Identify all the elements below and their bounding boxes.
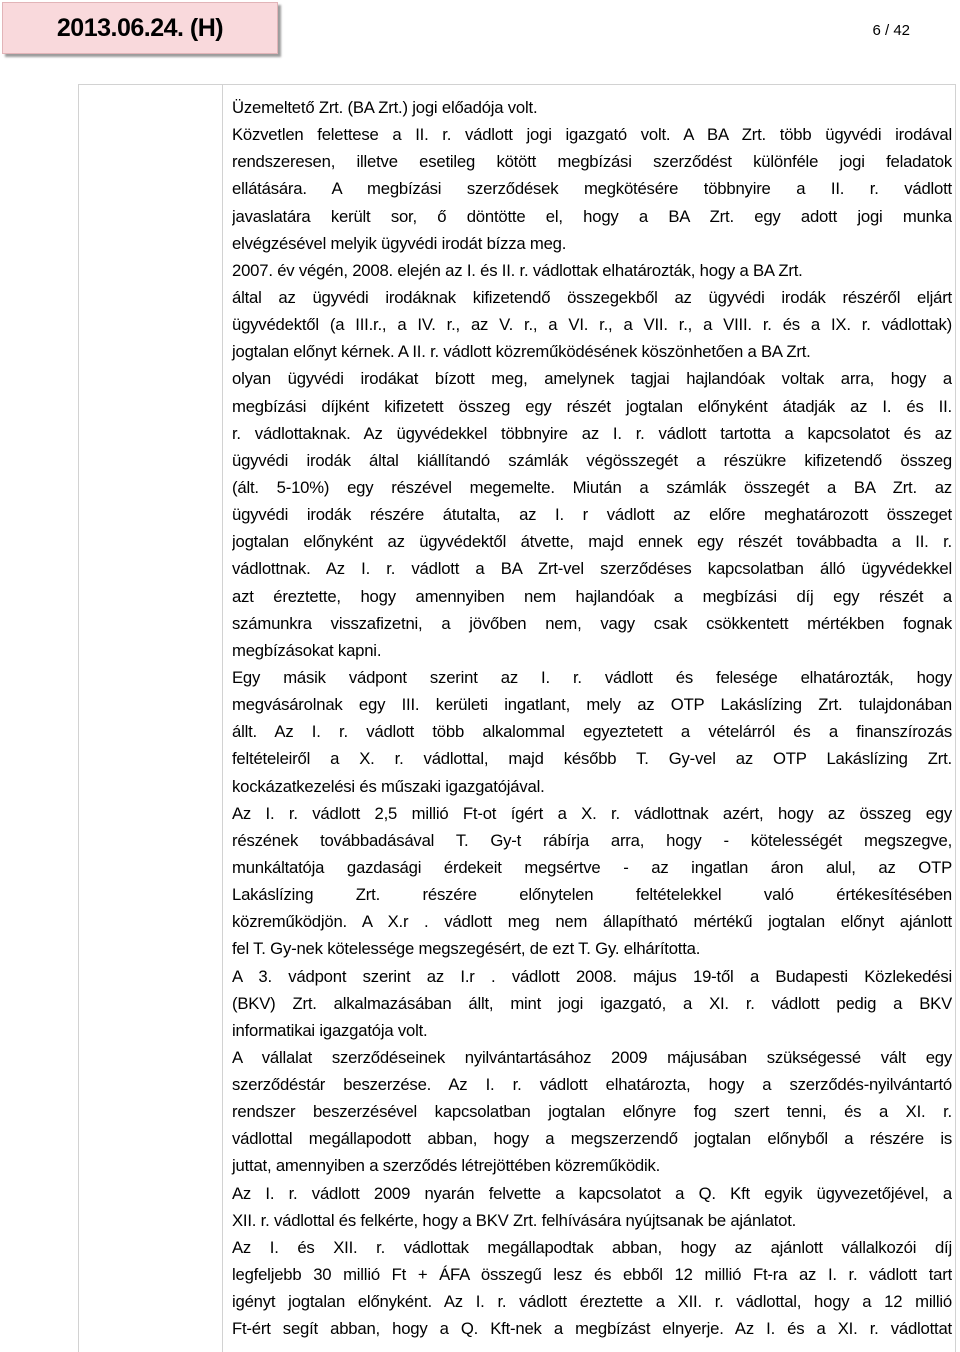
text-line: Lakáslízing Zrt. részére előnytelen feltételekkel való értékesítésében — [232, 885, 952, 905]
text-line: azt éreztette, hogy amennyiben nem hajlandóak a megbízási díj egy részét a — [232, 586, 952, 606]
text-line: Az I. r. vádlott 2,5 millió Ft-ot ígért a X. r. vádlottnak azért, hogy az összeg egy — [232, 803, 952, 823]
text-line: igényt jogtalan előnyként. Az I. r. vádlott éreztette a XII. r. vádlottal, hogy a 12 millió — [232, 1292, 952, 1312]
text-line: vádlottal megállapodott abban, hogy a megszerzendő jogtalan előnyből a részére is — [232, 1129, 952, 1149]
text-line: megbízásokat kapni. — [232, 640, 382, 660]
page-number: 6 / 42 — [872, 22, 910, 39]
text-line: jogtalan előnyként az ügyvédektől átvette, majd ennek egy részét továbbadta a II. r. — [232, 532, 952, 552]
text-line: jogtalan előnyt kérnek. A II. r. vádlott közreműködésének köszönhetően a BA Zrt. — [232, 342, 811, 362]
text-line: 2007. év végén, 2008. elején az I. és II. r. vádlottak elhatározták, hogy a BA Zrt. — [232, 260, 803, 280]
text-line: javaslatára került sor, ő döntötte el, hogy a BA Zrt. egy adott jogi munka — [232, 206, 952, 226]
text-line: informatikai igazgatója volt. — [232, 1020, 428, 1040]
text-line: ügyvédektől (a III.r., a IV. r., az V. r., a VI. r., a VII. r., a VIII. r. és a IX. r. vádlottak) — [232, 315, 952, 335]
text-line: munkáltatója gazdasági érdekeit megsértve - az ingatlan áron alul, az OTP — [232, 857, 952, 877]
text-line: Üzemeltető Zrt. (BA Zrt.) jogi előadója volt. — [232, 98, 538, 117]
text-line: által az ügyvédi irodáknak kifizetendő összegekből az ügyvédi irodák részéről eljárt — [232, 287, 952, 307]
text-line: rendszeresen, illetve esetileg kötött megbízási szerződést különféle jogi feladatok — [232, 152, 952, 172]
text-line: Ft-ért segít abban, hogy a Q. Kft-nek a megbízást elnyerje. Az I. és a XI. r. vádlottat — [232, 1319, 952, 1339]
text-line: ellátására. A megbízási szerződések megkötésére többnyire a II. r. vádlott — [232, 179, 952, 199]
text-line: r. vádlottaknak. Az ügyvédekkel többnyire az I. r. vádlott tartotta a kapcsolatot és az — [232, 423, 952, 443]
text-line: kockázatkezelési és műszaki igazgatójával. — [232, 776, 545, 796]
document-body — [232, 94, 952, 1342]
text-line: vádlottnak. Az I. r. vádlott a BA Zrt-vel szerződéses kapcsolatban álló ügyvédekkel — [232, 559, 952, 579]
date-badge — [2, 2, 278, 54]
text-line: rendszer beszerzésével kapcsolatban jogtalan előnyre fog szert tenni, és a XI. r. — [232, 1102, 952, 1122]
text-line: részének továbbadásával T. Gy-t rábírja arra, hogy - kötelességét megszegve, — [232, 830, 952, 850]
text-line: XII. r. vádlottal és felkérte, hogy a BKV Zrt. felhívására nyújtsanak be ajánlatot. — [232, 1210, 797, 1230]
text-line: Egy másik vádpont szerint az I. r. vádlott és felesége elhatározták, hogy — [232, 667, 952, 687]
text-line: juttat, amennyiben a szerződés létrejöttében közreműködik. — [232, 1156, 661, 1176]
text-line: A 3. vádpont szerint az I.r . vádlott 2008. május 19-től a Budapesti Közlekedési — [232, 966, 952, 986]
text-line: (ált. 5-10%) egy részével megemelte. Miután a számlák összegét a BA Zrt. az — [232, 477, 952, 497]
text-line: elvégzésével melyik ügyvédi irodát bízza meg. — [232, 233, 567, 253]
text-line: állt. Az I. r. vádlott több alkalommal egyeztetett a vételárról és a finanszírozás — [232, 722, 952, 742]
text-line: olyan ügyvédi irodákat bízott meg, amelynek tagjai hajlandóak voltak arra, hogy a — [232, 369, 952, 389]
text-line: szerződéstár beszerzése. Az I. r. vádlott elhatározta, hogy a szerződés-nyilvántartó — [232, 1075, 952, 1095]
text-line: ügyvédi irodák által kiállítandó számlák végösszegét a részükre kifizetendő összeg — [232, 450, 952, 470]
text-line: A vállalat szerződéseinek nyilvántartásához 2009 májusában szükségessé vált egy — [232, 1047, 952, 1067]
column-divider — [222, 84, 223, 1352]
text-line: megvásárolnak egy III. kerületi ingatlant, mely az OTP Lakáslízing Zrt. tulajdonában — [232, 695, 952, 715]
text-line: fel T. Gy-nek kötelessége megszegésért, de ezt T. Gy. elhárította. — [232, 939, 701, 959]
text-line: feltételeiről a X. r. vádlottal, majd később T. Gy-vel az OTP Lakáslízing Zrt. — [232, 749, 952, 769]
text-line: Közvetlen felettese a II. r. vádlott jogi igazgató volt. A BA Zrt. több ügyvédi irodával — [232, 125, 952, 145]
text-line: közreműködjön. A X.r . vádlott meg nem állapítható mértékű jogtalan előnyt ajánlott — [232, 912, 952, 932]
text-line: Az I. és XII. r. vádlottak megállapodtak abban, hogy az ajánlott vállalkozói díj — [232, 1237, 952, 1257]
date-text: 2013.06.24. (H) — [56, 13, 224, 42]
text-line: Az I. r. vádlott 2009 nyarán felvette a kapcsolatot a Q. Kft egyik ügyvezetőjével, a — [232, 1183, 952, 1203]
text-line: számunkra visszafizetni, a jövőben nem, vagy csak csökkentett mértékben fognak — [232, 613, 952, 633]
text-line: legfeljebb 30 millió Ft + ÁFA összegű lesz és ebből 12 millió Ft-ra az I. r. vádlott tart — [232, 1265, 952, 1285]
text-line: ügyvédi irodák részére átutalta, az I. r vádlott az előre meghatározott összeget — [232, 505, 952, 525]
text-line: megbízási díjként kifizetett összeg egy részét jogtalan előnyként átadják az I. és II. — [232, 396, 952, 416]
text-line: (BKV) Zrt. alkalmazásában állt, mint jogi igazgató, a XI. r. vádlott pedig a BKV — [232, 993, 952, 1013]
